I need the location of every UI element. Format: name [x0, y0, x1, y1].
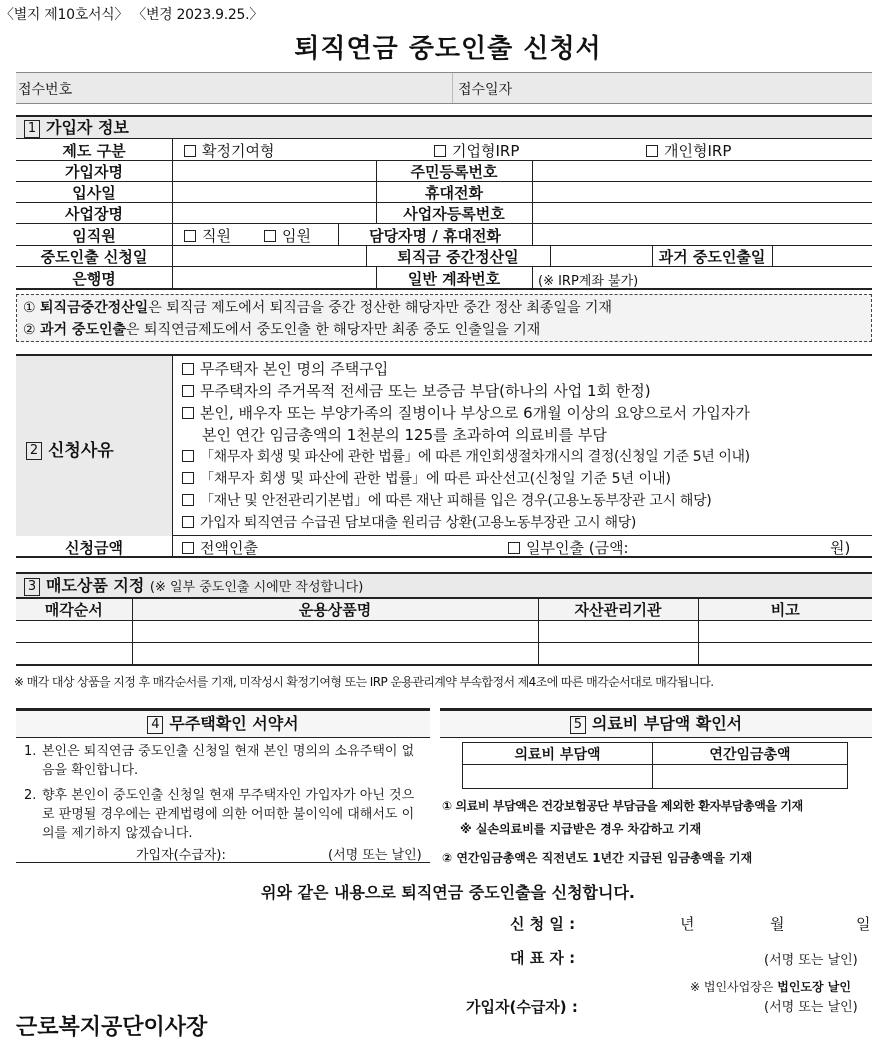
- checkbox-icon: [184, 145, 196, 157]
- checkbox-icon: [182, 407, 194, 419]
- section4-title: 무주택확인 서약서: [169, 714, 299, 733]
- table-row: [16, 621, 872, 643]
- option-personal-irp[interactable]: 개인형IRP: [646, 140, 731, 161]
- reason-7[interactable]: 가입자 퇴직연금 수급권 담보대출 원리금 상환(고용노동부장관 고시 해당): [182, 512, 636, 532]
- reason-4[interactable]: 「채무자 회생 및 파산에 관한 법률」에 따른 개인회생절차개시의 결정(신청일 기준 5년 이내): [182, 446, 750, 466]
- apply-date-footer: 신 청 일 :: [510, 915, 576, 933]
- phone-label: 휴대전화: [425, 184, 483, 202]
- apply-date-row: [16, 246, 872, 267]
- checkbox-icon: [182, 472, 194, 484]
- bizno-label: 사업자등록번호: [403, 205, 505, 223]
- reason-3[interactable]: 본인, 배우자 또는 부양가족의 질병이나 부상으로 6개월 이상의 요양으로서 가입자가: [182, 402, 750, 423]
- medical-table: [462, 742, 848, 789]
- col-order: 매각순서: [16, 599, 132, 621]
- section5-note-1: ① 의료비 부담액은 건강보험공단 부담금을 제외한 환자부담총액을 기재: [442, 799, 803, 813]
- section1-title: 가입자 정보: [46, 118, 129, 137]
- section2-title: 2 신청사유: [26, 436, 114, 461]
- section1-notes: [16, 294, 872, 342]
- bank-row: [16, 267, 872, 290]
- note-1: ① 퇴직금중간정산일은 퇴직금 제도에서 퇴직금을 중간 정산한 해당자만 중간 정산 최종일을 기재: [23, 300, 612, 316]
- receipt-date-label: 접수일자: [458, 82, 513, 98]
- receipt-no-label: 접수번호: [18, 82, 73, 98]
- workplace-row: [16, 203, 872, 224]
- rep-sign[interactable]: (서명 또는 날인): [764, 953, 858, 968]
- note-2: ② 과거 중도인출은 퇴직연금제도에서 중도인출 한 해당자만 최종 중도 인출일을 기재: [23, 322, 541, 338]
- reason-1[interactable]: 무주택자 본인 명의 주택구입: [182, 358, 388, 379]
- section5: [440, 708, 872, 866]
- bank-label: 은행명: [72, 270, 116, 288]
- pledge-1: 1. 본인은 퇴직연금 중도인출 신청일 현재 본인 명의의 소유주택이 없음을 확인합니다.: [24, 744, 415, 778]
- apply-date-label: 중도인출 신청일: [40, 248, 148, 266]
- col-institution: 자산관리기관: [538, 599, 698, 621]
- section1-number: 1: [24, 120, 40, 138]
- section1-header: [16, 115, 872, 139]
- name-label: 가입자명: [65, 163, 123, 181]
- col-remarks: 비고: [698, 599, 872, 621]
- member-sign[interactable]: (서명 또는 날인): [764, 1000, 858, 1015]
- col-annual-wage: 연간임금총액: [653, 743, 848, 765]
- rrn-label: 주민등록번호: [410, 163, 498, 181]
- option-employee[interactable]: 직원: [184, 225, 231, 246]
- checkbox-icon: [646, 145, 658, 157]
- reason-5[interactable]: 「채무자 회생 및 파산에 관한 법률」에 따른 파산선고(신청일 기준 5년 이내): [182, 468, 671, 488]
- reason-3-cont: 본인 연간 임금총액의 1천분의 125를 초과하여 의료비를 부담: [202, 426, 607, 444]
- checkbox-icon: [184, 230, 196, 242]
- checkbox-icon: [182, 363, 194, 375]
- won-label: 원): [830, 539, 851, 557]
- col-medical: 의료비 부담액: [463, 743, 653, 765]
- form-number: 〈별지 제10호서식〉 〈변경 2023.9.25.〉: [0, 7, 263, 23]
- option-full[interactable]: 전액인출: [182, 537, 258, 558]
- page-title: 퇴직연금 중도인출 신청서: [294, 34, 602, 64]
- amount-label: 신청금액: [65, 539, 123, 557]
- checkbox-icon: [182, 516, 194, 528]
- section4: [16, 708, 430, 863]
- section5-title: 의료비 부담액 확인서: [591, 714, 743, 733]
- section5-header: 5 의료비 부담액 확인서: [440, 708, 872, 738]
- col-product: 운용상품명: [132, 599, 538, 621]
- rep-label: 대 표 자 :: [510, 949, 576, 967]
- role-row: [16, 224, 872, 246]
- past-label: 과거 중도인출일: [658, 248, 766, 266]
- section5-note-2: ② 연간임금총액은 직전년도 1년간 지급된 임금총액을 기재: [442, 851, 753, 865]
- year-label: 년: [680, 915, 695, 933]
- option-dc[interactable]: 확정기여형: [184, 140, 274, 161]
- account-note: (※ IRP계좌 불가): [538, 274, 639, 289]
- checkbox-icon: [182, 450, 194, 462]
- section3-title: 매도상품 지정: [46, 576, 145, 595]
- section3-note: ※ 매각 대상 상품을 지정 후 매각순서를 기재, 미작성시 확정기여형 또는 IRP 운용관리계약 부속합정서 제4조에 따른 매각순서대로 매각됩니다.: [14, 675, 714, 689]
- month-label: 월: [770, 915, 785, 933]
- join-row: [16, 182, 872, 203]
- checkbox-icon: [264, 230, 276, 242]
- sell-table: [16, 598, 872, 666]
- checkbox-icon: [182, 494, 194, 506]
- manager-label: 담당자명 / 휴대전화: [369, 227, 501, 245]
- section2: [16, 354, 872, 536]
- name-row: [16, 161, 872, 182]
- checkbox-icon: [182, 385, 194, 397]
- member-label: 가입자(수급자) :: [466, 998, 578, 1016]
- statement: 위와 같은 내용으로 퇴직연금 중도인출을 신청합니다.: [261, 883, 635, 902]
- interim-label: 퇴직금 중간정산일: [397, 248, 519, 266]
- workplace-label: 사업장명: [65, 205, 123, 223]
- pledge-sign[interactable]: (서명 또는 날인): [328, 848, 422, 863]
- system-row: [16, 139, 872, 161]
- section4-header: 4 무주택확인 서약서: [16, 708, 430, 738]
- checkbox-icon: [434, 145, 446, 157]
- pledge-signer: 가입자(수급자):: [136, 848, 226, 863]
- reason-6[interactable]: 「재난 및 안전관리기본법」에 따른 재난 피해를 입은 경우(고용노동부장관 고시 해당): [182, 490, 711, 510]
- checkbox-icon: [508, 542, 520, 554]
- reason-2[interactable]: 무주택자의 주거목적 전세금 또는 보증금 부담(하나의 사업 1회 한정): [182, 380, 651, 401]
- receipt-row: [16, 72, 872, 104]
- option-partial[interactable]: 일부인출 (금액:: [508, 537, 629, 558]
- section3-header: 3 매도상품 지정 (※ 일부 중도인출 시에만 작성합니다): [16, 572, 872, 598]
- pledge-sign-row: [16, 843, 430, 863]
- section3-subtitle: (※ 일부 중도인출 시에만 작성합니다): [149, 580, 364, 595]
- role-label: 임직원: [72, 227, 116, 245]
- checkbox-icon: [182, 542, 194, 554]
- amount-row: [16, 536, 872, 558]
- day-label: 일: [856, 915, 871, 933]
- corp-note: ※ 법인사업장은 법인도장 날인: [690, 980, 851, 994]
- recipient: 근로복지공단이사장: [16, 1015, 208, 1040]
- pledge-2: 2. 향후 본인이 중도인출 신청일 현재 무주택자인 가입자가 아닌 것으로 판명될 경우에는 관계법령에 의한 어떠한 불이익에 대해서도 이의를 제기하지 않겠습니다.: [24, 788, 415, 841]
- table-row: [16, 643, 872, 665]
- system-label: 제도 구분: [62, 142, 126, 160]
- option-executive[interactable]: 임원: [264, 225, 311, 246]
- account-label: 일반 계좌번호: [407, 270, 501, 288]
- join-label: 입사일: [72, 184, 116, 202]
- option-corp-irp[interactable]: 기업형IRP: [434, 140, 519, 161]
- section5-note-1b: ※ 실손의료비를 지급받은 경우 차감하고 기재: [460, 822, 702, 836]
